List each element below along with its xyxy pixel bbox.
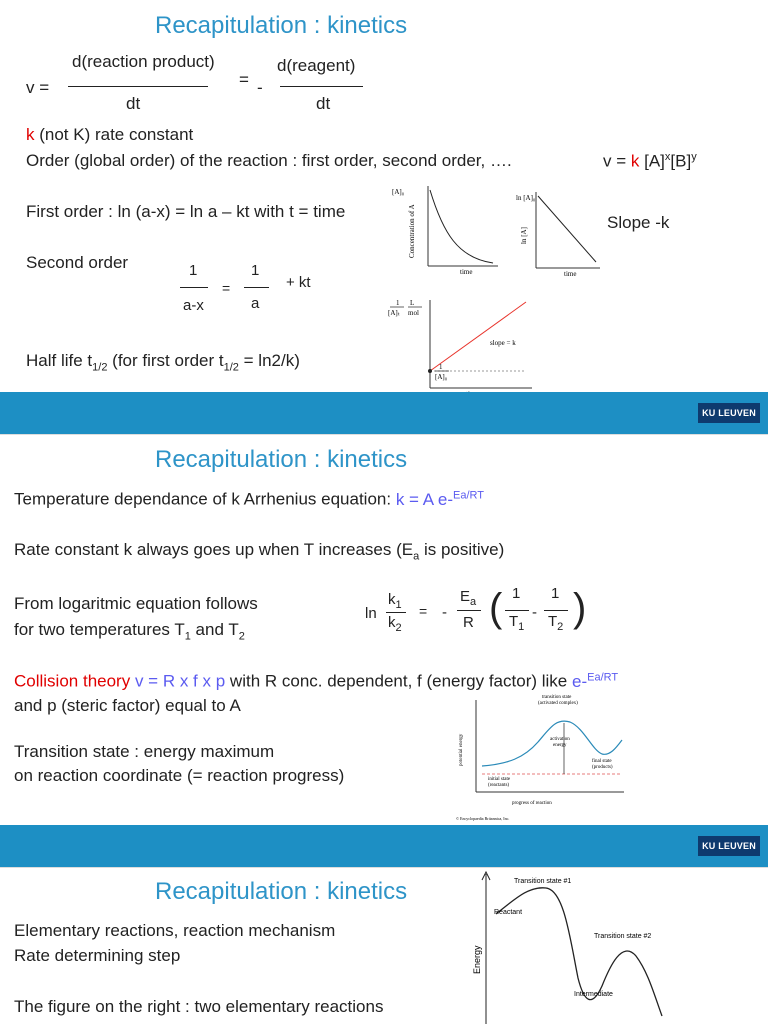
k1 (388, 591, 402, 611)
order-b: [B] (670, 151, 692, 171)
collision-e-exp: Ea/RT (587, 671, 619, 683)
log-line-2 (14, 620, 245, 642)
footer-band (0, 392, 768, 434)
transition-state-line-2: on reaction coordinate (= reaction progress) (14, 766, 345, 785)
first-order-decay-graph (388, 178, 503, 278)
rate-up-p1: Rate constant k always goes up when T increases (E (14, 540, 414, 559)
t2 (548, 613, 563, 633)
arrhenius-exp: Ea/RT (453, 489, 484, 501)
collision-theory-label: Collision theory (14, 671, 131, 691)
log-line2-s1: 1 (184, 630, 191, 643)
graph3-ylabel-num: 1 (396, 299, 400, 307)
one-b: 1 (551, 585, 560, 602)
temp-dependance-text: Temperature dependance of k Arrhenius equation: (14, 489, 396, 509)
fraction-bar (68, 86, 208, 87)
graph2-ylabel: ln [A]₀ (516, 194, 536, 202)
britannica-credit: © Encyclopaedia Britannica, Inc. (456, 816, 510, 821)
one-a: 1 (512, 585, 521, 602)
rate-up-sub: a (413, 550, 420, 563)
t1-sub: 1 (518, 621, 525, 633)
ts-label-2: (activated complex) (538, 701, 578, 706)
graph2-xlabel: time (564, 270, 577, 278)
second-order-graph (386, 290, 536, 398)
rate-denominator: dt (316, 94, 331, 113)
collision-text: with R conc. dependent, f (energy factor) like (225, 671, 572, 691)
second-eq-n2: 1 (251, 262, 260, 279)
footer-band (0, 825, 768, 867)
arrhenius-line (14, 489, 484, 510)
minus-sign: - (257, 78, 263, 97)
graph1-xlabel: time (460, 268, 473, 276)
graph3-intercept-den: [A]₀ (435, 373, 448, 381)
k2-letter: k (388, 614, 396, 631)
initial-state-label-2: (reactants) (488, 783, 510, 788)
graph3-intercept-num: 1 (439, 363, 443, 371)
slope-label: Slope -k (607, 213, 670, 232)
second-eq-kt: + kt (286, 274, 311, 291)
graph3-slope-label: slope = k (490, 339, 516, 347)
ts-label: transition state (542, 695, 572, 700)
k2-sub: 2 (395, 622, 402, 634)
second-eq-eq: = (222, 280, 231, 296)
rate-denominator: dt (126, 94, 141, 113)
graph3-ylabel-den: [A]ₜ (388, 309, 400, 317)
final-state-label-2: (products) (592, 765, 613, 770)
t1 (509, 613, 524, 633)
activation-label: activation (550, 737, 570, 742)
graph1-ylabel: [A]₀ (392, 188, 405, 196)
rate-numerator-reagent: d(reagent) (277, 56, 356, 75)
order-a-exp: x (664, 151, 671, 163)
slide-separator (0, 434, 768, 435)
ea-sub: a (470, 596, 477, 608)
half-life-p3: = ln2/k) (238, 351, 300, 370)
order-a: [A] (639, 151, 665, 171)
t2-sub: 2 (557, 621, 564, 633)
slide-title: Recapitulation : kinetics (155, 878, 408, 905)
order-formula (603, 151, 697, 172)
intermediate-label: Intermediate (574, 991, 613, 998)
two-step-energy-diagram (462, 868, 670, 1024)
equals-sign: = (239, 70, 249, 89)
figure-description-line: The figure on the right : two elementary reactions (14, 997, 384, 1016)
k2 (388, 614, 402, 634)
ea (460, 588, 476, 608)
elementary-reactions-line: Elementary reactions, reaction mechanism (14, 921, 336, 940)
graph1-yaxis: Concentration of A (408, 204, 416, 258)
second-eq-d1: a-x (183, 297, 204, 314)
left-paren: ( (489, 586, 503, 630)
fraction-bar (505, 610, 529, 611)
half-life-p2: (for first order t (107, 351, 224, 370)
fraction-bar (386, 612, 406, 613)
arrhenius-base: k = A e- (395, 489, 453, 509)
fraction-bar (244, 287, 269, 288)
ea-letter: E (460, 588, 471, 605)
energy-yaxis-label: potential energy (459, 733, 464, 766)
initial-state-label: initial state (488, 777, 511, 782)
graph2-yaxis: ln [A] (520, 227, 528, 244)
final-state-label: final state (592, 759, 612, 764)
log-line-1: From logaritmic equation follows (14, 594, 258, 613)
order-formula-prefix: v = (603, 151, 631, 171)
rate-up-p2: is positive) (419, 540, 505, 559)
graph3-unit-den: mol (408, 309, 419, 317)
right-paren: ) (573, 586, 587, 630)
arrhenius-formula (396, 490, 484, 509)
r-letter: R (463, 614, 474, 631)
second-eq-n1: 1 (189, 262, 198, 279)
fraction-bar (280, 86, 363, 87)
fraction-bar (544, 610, 568, 611)
order-line: Order (global order) of the reaction : first order, second order, …. (26, 151, 512, 170)
ts2-label: Transition state #2 (594, 933, 652, 940)
rate-constant-line (26, 125, 193, 145)
ln-label: ln (365, 605, 377, 622)
log-eq-minus: - (442, 604, 447, 621)
half-life-line (26, 351, 300, 373)
slide-title: Recapitulation : kinetics (155, 12, 408, 39)
log-line2-s2: 2 (238, 630, 245, 643)
second-order-label: Second order (26, 253, 129, 272)
t2-letter: T (548, 613, 558, 630)
graph3-unit-num: L (410, 299, 415, 307)
half-life-sub1: 1/2 (92, 361, 108, 374)
rate-determining-line: Rate determining step (14, 946, 181, 965)
log-eq-equals: = (419, 603, 428, 619)
half-life-p1: Half life t (26, 351, 93, 370)
ku-leuven-logo: KU LEUVEN (698, 836, 760, 856)
activation-label-2: energy (553, 743, 567, 748)
rate-constant-text: (not K) rate constant (34, 125, 194, 144)
order-b-exp: y (691, 151, 697, 163)
energy-axis-label: Energy (472, 945, 482, 974)
rate-v-label: v = (26, 78, 50, 97)
k-symbol: k (26, 125, 35, 144)
transition-state-line-1: Transition state : energy maximum (14, 742, 275, 761)
energy-xaxis-label: progress of reaction (512, 801, 552, 806)
energy-profile-diagram (446, 688, 630, 824)
first-order-line: First order : ln (a-x) = ln a – kt with t = time (26, 202, 346, 221)
second-eq-d2: a (251, 295, 260, 312)
collision-formula: v = R x f x p (130, 671, 226, 691)
k1-letter: k (388, 591, 396, 608)
log-line2-p1: for two temperatures T (14, 620, 185, 639)
first-order-ln-graph (512, 186, 604, 278)
log-eq-dash: - (532, 604, 537, 621)
k1-sub: 1 (395, 599, 402, 611)
rate-up-line (14, 540, 504, 562)
t1-letter: T (509, 613, 519, 630)
fraction-bar (180, 287, 208, 288)
steric-line: and p (steric factor) equal to A (14, 696, 241, 715)
reactant-label: Reactant (494, 909, 523, 916)
fraction-bar (457, 610, 481, 611)
order-k: k (630, 151, 640, 171)
rate-numerator-product: d(reaction product) (72, 52, 215, 71)
ku-leuven-logo: KU LEUVEN (698, 403, 760, 423)
log-line2-p2: and T (190, 620, 239, 639)
ts1-label: Transition state #1 (514, 878, 572, 885)
collision-e: e- (571, 671, 588, 691)
half-life-sub2: 1/2 (223, 361, 239, 374)
slide-title: Recapitulation : kinetics (155, 446, 408, 473)
